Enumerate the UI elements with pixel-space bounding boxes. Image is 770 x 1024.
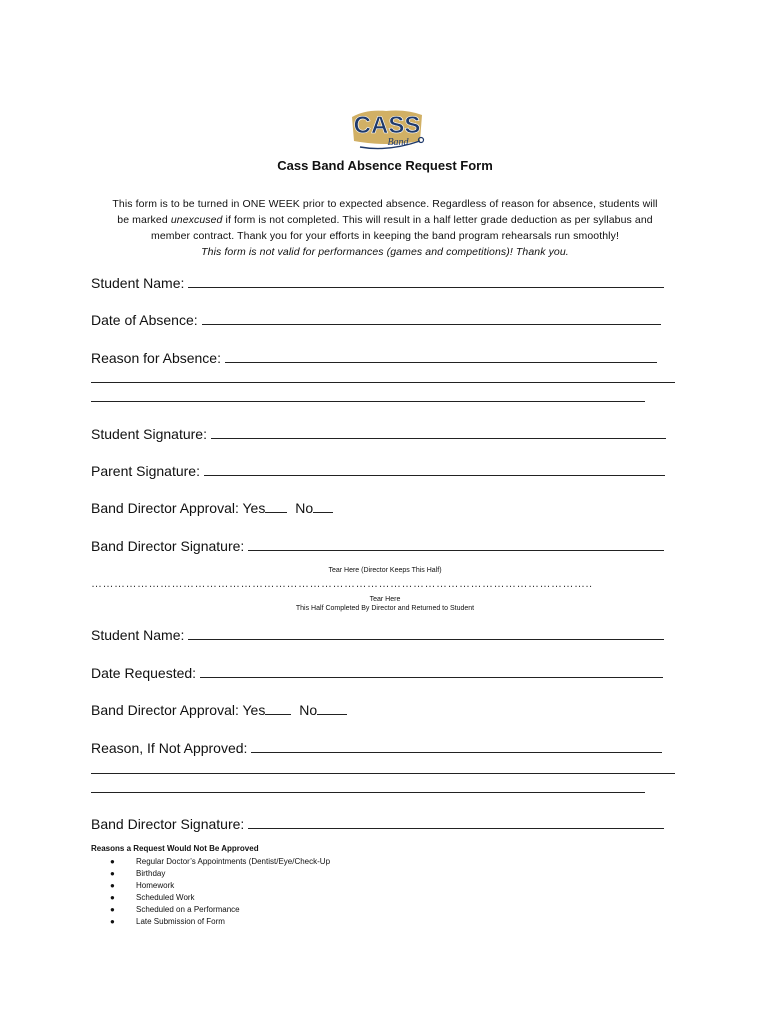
director-signature-line[interactable] <box>248 536 664 551</box>
student-signature-field[interactable] <box>91 424 666 443</box>
intro-paragraph <box>90 196 680 260</box>
intro-line-1: This form is to be turned in ONE WEEK prior to expected absence. Regardless of reason for absence, students will <box>112 198 658 210</box>
cass-band-logo <box>346 103 428 153</box>
student-name-field[interactable] <box>91 273 664 292</box>
parent-signature-line[interactable] <box>204 461 665 476</box>
director-approval-field[interactable] <box>91 498 333 517</box>
date-requested-field[interactable] <box>91 663 663 682</box>
student-name-label: Student Name: <box>91 275 185 291</box>
approval-no-line[interactable] <box>313 498 333 513</box>
bottom-approval-no-label: No <box>299 702 318 718</box>
logo-text: CASS <box>353 112 421 139</box>
reason-not-approved-line-3[interactable] <box>91 792 645 793</box>
bottom-director-signature-line[interactable] <box>248 814 664 829</box>
reasons-item: ● Scheduled on a Performance <box>110 905 240 914</box>
tear-note-top: Tear Here (Director Keeps This Half) <box>328 567 442 574</box>
date-of-absence-label: Date of Absence: <box>91 312 198 328</box>
bottom-director-approval-field[interactable] <box>91 700 347 719</box>
reason-for-absence-line-2[interactable] <box>91 382 675 383</box>
approval-no-label: No <box>295 500 314 516</box>
bottom-approval-no-line[interactable] <box>317 700 347 715</box>
bottom-student-name-label: Student Name: <box>91 627 185 643</box>
student-signature-line[interactable] <box>211 424 666 439</box>
bottom-student-name-field[interactable] <box>91 625 664 644</box>
director-approval-label: Band Director Approval: Yes <box>91 500 266 516</box>
reason-not-approved-line[interactable] <box>251 738 662 753</box>
intro-line-2: be marked unexcused if form is not completed. This will result in a half letter grade deduction as per syllabus and <box>117 214 653 226</box>
bottom-director-signature-field[interactable] <box>91 814 664 833</box>
date-requested-line[interactable] <box>200 663 663 678</box>
reasons-title: Reasons a Request Would Not Be Approved <box>91 844 259 853</box>
director-signature-field[interactable] <box>91 536 664 555</box>
bottom-director-signature-label: Band Director Signature: <box>91 816 245 832</box>
reason-for-absence-label: Reason for Absence: <box>91 350 221 366</box>
reason-not-approved-line-2[interactable] <box>91 773 675 774</box>
tear-note-bottom: Tear Here <box>369 596 401 603</box>
reasons-item: ● Birthday <box>110 869 166 878</box>
reasons-item: ● Homework <box>110 881 175 890</box>
reasons-item: ● Scheduled Work <box>110 893 195 902</box>
date-requested-label: Date Requested: <box>91 665 197 681</box>
director-signature-label: Band Director Signature: <box>91 538 245 554</box>
parent-signature-field[interactable] <box>91 461 665 480</box>
approval-yes-line[interactable] <box>265 498 287 513</box>
reasons-item: ● Late Submission of Form <box>110 917 225 926</box>
date-of-absence-field[interactable] <box>91 310 661 329</box>
reason-not-approved-label: Reason, If Not Approved: <box>91 740 248 756</box>
reasons-list <box>110 856 330 928</box>
date-of-absence-line[interactable] <box>202 310 661 325</box>
bottom-student-name-line[interactable] <box>188 625 664 640</box>
student-name-line[interactable] <box>188 273 664 288</box>
form-title: Cass Band Absence Request Form <box>277 158 493 173</box>
reason-for-absence-line[interactable] <box>225 348 657 363</box>
bottom-approval-yes-line[interactable] <box>265 700 291 715</box>
student-signature-label: Student Signature: <box>91 426 207 442</box>
reason-for-absence-field[interactable] <box>91 348 657 367</box>
reason-for-absence-line-3[interactable] <box>91 401 645 402</box>
reasons-item: ● Regular Doctor’s Appointments (Dentist/Eye/Check-Up <box>110 857 331 866</box>
reason-not-approved-field[interactable] <box>91 738 662 757</box>
tear-dotted-line: ………………………………………………………………………………………………………………….. <box>91 578 593 590</box>
logo-script: Band <box>387 137 409 148</box>
intro-line-3: member contract. Thank you for your efforts in keeping the band program rehearsals run smoothly! <box>151 230 619 242</box>
intro-line-4: This form is not valid for performances (games and competitions)! Thank you. <box>201 246 569 258</box>
parent-signature-label: Parent Signature: <box>91 463 200 479</box>
bottom-director-approval-label: Band Director Approval: Yes <box>91 702 266 718</box>
tear-note-returned: This Half Completed By Director and Returned to Student <box>295 605 475 612</box>
